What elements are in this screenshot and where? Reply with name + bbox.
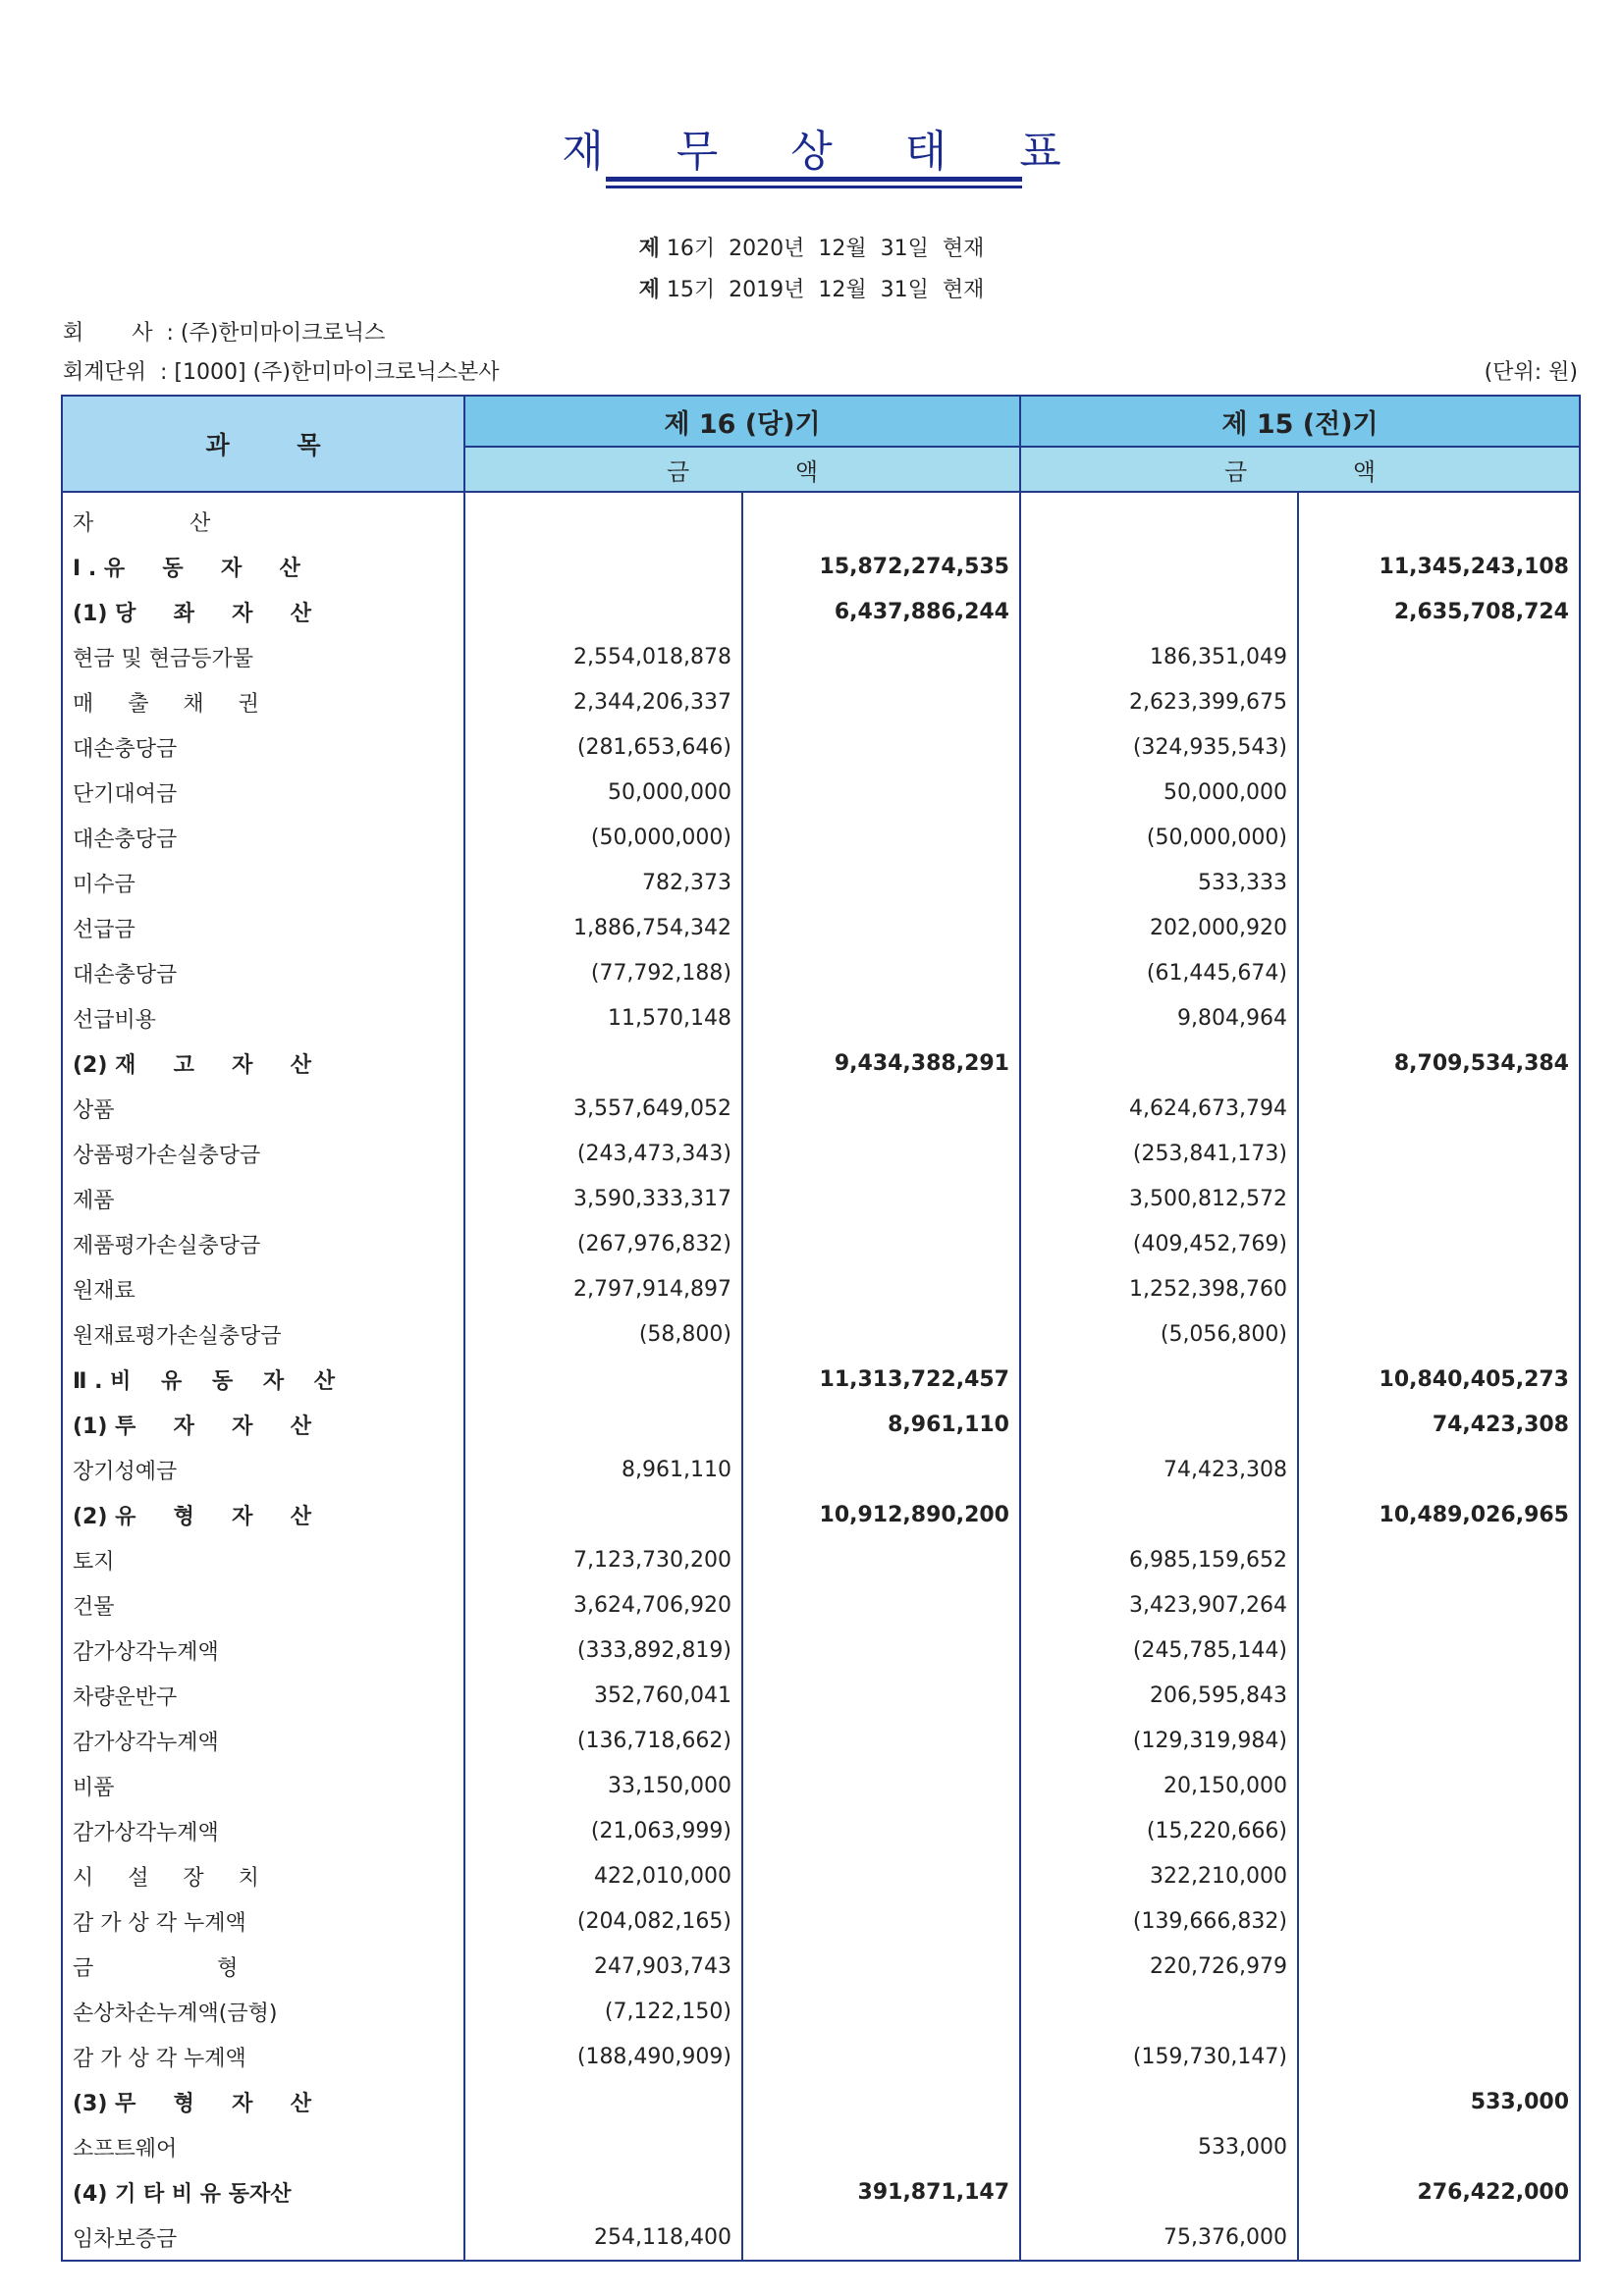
row-label: 대손충당금: [62, 815, 464, 860]
row-label: 상품: [62, 1086, 464, 1131]
table-row: [62, 1763, 1580, 1808]
prior-detail-amount: 202,000,920: [1020, 905, 1298, 950]
table-row: [62, 1808, 1580, 1853]
balance-sheet-table: [61, 395, 1581, 2262]
prior-detail-amount: (139,666,832): [1020, 1898, 1298, 1944]
row-label: 선급비용: [62, 995, 464, 1041]
prior-detail-amount: (245,785,144): [1020, 1628, 1298, 1673]
prior-detail-amount: [1020, 544, 1298, 589]
table-row: [62, 1357, 1580, 1402]
company-label: 회 사 :: [63, 321, 174, 346]
prior-total-amount: [1298, 1086, 1580, 1131]
prior-total-amount: [1298, 905, 1580, 950]
row-label: 차량운반구: [62, 1673, 464, 1718]
current-total-amount: [742, 1176, 1020, 1221]
row-label: 손상차손누계액(금형): [62, 1989, 464, 2034]
current-detail-amount: [464, 1041, 742, 1086]
table-row: [62, 860, 1580, 905]
row-label: 단기대여금: [62, 770, 464, 815]
current-total-amount: [742, 860, 1020, 905]
current-detail-amount: 3,557,649,052: [464, 1086, 742, 1131]
current-total-amount: [742, 1718, 1020, 1763]
current-detail-amount: (243,473,343): [464, 1131, 742, 1176]
row-label: 매 출 채 권: [62, 679, 464, 724]
current-total-amount: [742, 815, 1020, 860]
table-row: [62, 1582, 1580, 1628]
prior-total-amount: [1298, 1176, 1580, 1221]
current-total-amount: [742, 905, 1020, 950]
prior-detail-amount: [1020, 1041, 1298, 1086]
current-detail-amount: 254,118,400: [464, 2215, 742, 2261]
header-current-amount: 금 액: [464, 447, 1020, 492]
table-row: [62, 1221, 1580, 1266]
prior-detail-amount: (129,319,984): [1020, 1718, 1298, 1763]
prior-detail-amount: (253,841,173): [1020, 1131, 1298, 1176]
prior-total-amount: [1298, 1898, 1580, 1944]
row-label: 감 가 상 각 누계액: [62, 2034, 464, 2079]
current-total-amount: [742, 1582, 1020, 1628]
current-total-amount: [742, 1131, 1020, 1176]
table-body: [62, 492, 1580, 2261]
current-detail-amount: 8,961,110: [464, 1447, 742, 1492]
current-total-amount: [742, 2079, 1020, 2124]
row-label: Ⅰ . 유 동 자 산: [62, 544, 464, 589]
prior-total-amount: [1298, 1673, 1580, 1718]
current-total-amount: [742, 2215, 1020, 2261]
current-detail-amount: 2,554,018,878: [464, 634, 742, 679]
prior-detail-amount: 9,804,964: [1020, 995, 1298, 1041]
current-detail-amount: (21,063,999): [464, 1808, 742, 1853]
row-label: 소프트웨어: [62, 2124, 464, 2169]
prior-total-amount: [1298, 1944, 1580, 1989]
period-current-text: 16기 2020년 12월 31일 현재: [666, 237, 985, 261]
current-total-amount: [742, 679, 1020, 724]
company-line: [63, 316, 385, 347]
prior-detail-amount: [1020, 1492, 1298, 1537]
prior-total-amount: 2,635,708,724: [1298, 589, 1580, 634]
current-detail-amount: [464, 2169, 742, 2215]
prior-detail-amount: [1020, 492, 1298, 544]
header-prior-period: 제 15 (전)기: [1020, 396, 1580, 447]
current-total-amount: 391,871,147: [742, 2169, 1020, 2215]
current-total-amount: [742, 1086, 1020, 1131]
prior-total-amount: [1298, 492, 1580, 544]
prior-total-amount: [1298, 1582, 1580, 1628]
row-label: (2) 유 형 자 산: [62, 1492, 464, 1537]
prior-total-amount: [1298, 860, 1580, 905]
table-row: [62, 492, 1580, 544]
current-total-amount: [742, 1944, 1020, 1989]
prior-total-amount: [1298, 815, 1580, 860]
prior-detail-amount: 75,376,000: [1020, 2215, 1298, 2261]
row-label: 토지: [62, 1537, 464, 1582]
current-detail-amount: [464, 2124, 742, 2169]
current-total-amount: [742, 2124, 1020, 2169]
current-detail-amount: [464, 1357, 742, 1402]
prior-detail-amount: [1020, 1357, 1298, 1402]
prior-detail-amount: [1020, 1989, 1298, 2034]
prior-detail-amount: 186,351,049: [1020, 634, 1298, 679]
table-row: [62, 634, 1580, 679]
prior-detail-amount: (50,000,000): [1020, 815, 1298, 860]
prior-detail-amount: 4,624,673,794: [1020, 1086, 1298, 1131]
table-row: [62, 1944, 1580, 1989]
current-total-amount: [742, 1853, 1020, 1898]
prior-total-amount: [1298, 2034, 1580, 2079]
table-row: [62, 1086, 1580, 1131]
current-total-amount: [742, 770, 1020, 815]
current-detail-amount: [464, 2079, 742, 2124]
accounting-unit-label: 회계단위 :: [63, 360, 168, 385]
current-total-amount: [742, 1628, 1020, 1673]
table-row: [62, 1041, 1580, 1086]
current-detail-amount: [464, 544, 742, 589]
prior-total-amount: [1298, 770, 1580, 815]
current-total-amount: [742, 1673, 1020, 1718]
header-subject: 과 목: [62, 396, 464, 492]
prior-total-amount: [1298, 2215, 1580, 2261]
prior-detail-amount: 1,252,398,760: [1020, 1266, 1298, 1311]
prior-total-amount: [1298, 1447, 1580, 1492]
prior-detail-amount: 322,210,000: [1020, 1853, 1298, 1898]
row-label: 대손충당금: [62, 950, 464, 995]
prior-total-amount: [1298, 679, 1580, 724]
row-label: 선급금: [62, 905, 464, 950]
prior-total-amount: 533,000: [1298, 2079, 1580, 2124]
prior-total-amount: 10,840,405,273: [1298, 1357, 1580, 1402]
current-detail-amount: 3,624,706,920: [464, 1582, 742, 1628]
current-total-amount: [742, 995, 1020, 1041]
prior-detail-amount: 206,595,843: [1020, 1673, 1298, 1718]
current-total-amount: [742, 1311, 1020, 1357]
current-total-amount: [742, 724, 1020, 770]
table-row: [62, 2124, 1580, 2169]
table-row: [62, 724, 1580, 770]
row-label: (3) 무 형 자 산: [62, 2079, 464, 2124]
prior-total-amount: 276,422,000: [1298, 2169, 1580, 2215]
row-label: 제품: [62, 1176, 464, 1221]
row-label: 미수금: [62, 860, 464, 905]
prior-detail-amount: (5,056,800): [1020, 1311, 1298, 1357]
table-row: [62, 1402, 1580, 1447]
table-row: [62, 905, 1580, 950]
row-label: 임차보증금: [62, 2215, 464, 2261]
current-total-amount: [742, 634, 1020, 679]
current-detail-amount: 2,344,206,337: [464, 679, 742, 724]
prior-detail-amount: (15,220,666): [1020, 1808, 1298, 1853]
current-detail-amount: (50,000,000): [464, 815, 742, 860]
row-label: (4) 기 타 비 유 동자산: [62, 2169, 464, 2215]
row-label: 시 설 장 치: [62, 1853, 464, 1898]
prior-total-amount: [1298, 1808, 1580, 1853]
current-detail-amount: 7,123,730,200: [464, 1537, 742, 1582]
row-label: 감 가 상 각 누계액: [62, 1898, 464, 1944]
current-detail-amount: (136,718,662): [464, 1718, 742, 1763]
table-row: [62, 2215, 1580, 2261]
row-label: 자 산: [62, 492, 464, 544]
current-total-amount: [742, 1898, 1020, 1944]
table-row: [62, 1447, 1580, 1492]
table-row: [62, 589, 1580, 634]
row-label: 감가상각누계액: [62, 1808, 464, 1853]
prior-detail-amount: [1020, 589, 1298, 634]
current-total-amount: [742, 1537, 1020, 1582]
row-label: 대손충당금: [62, 724, 464, 770]
prior-total-amount: [1298, 1989, 1580, 2034]
current-total-amount: 6,437,886,244: [742, 589, 1020, 634]
current-detail-amount: 782,373: [464, 860, 742, 905]
prior-detail-amount: 6,985,159,652: [1020, 1537, 1298, 1582]
table-row: [62, 1853, 1580, 1898]
current-total-amount: [742, 1266, 1020, 1311]
current-detail-amount: 50,000,000: [464, 770, 742, 815]
table-row: [62, 770, 1580, 815]
table-row: [62, 950, 1580, 995]
current-total-amount: 9,434,388,291: [742, 1041, 1020, 1086]
row-label: 현금 및 현금등가물: [62, 634, 464, 679]
prior-detail-amount: 74,423,308: [1020, 1447, 1298, 1492]
table-row: [62, 1989, 1580, 2034]
current-total-amount: 11,313,722,457: [742, 1357, 1020, 1402]
current-detail-amount: (58,800): [464, 1311, 742, 1357]
current-total-amount: [742, 492, 1020, 544]
current-detail-amount: 3,590,333,317: [464, 1176, 742, 1221]
current-detail-amount: [464, 1492, 742, 1537]
prior-total-amount: [1298, 1718, 1580, 1763]
table-row: [62, 1131, 1580, 1176]
title-underline-thick: [606, 177, 1022, 182]
row-label: 제품평가손실충당금: [62, 1221, 464, 1266]
current-detail-amount: 11,570,148: [464, 995, 742, 1041]
prior-total-amount: 74,423,308: [1298, 1402, 1580, 1447]
prior-total-amount: 10,489,026,965: [1298, 1492, 1580, 1537]
table-row: [62, 1628, 1580, 1673]
current-total-amount: 15,872,274,535: [742, 544, 1020, 589]
current-detail-amount: 422,010,000: [464, 1853, 742, 1898]
prior-total-amount: [1298, 724, 1580, 770]
prior-total-amount: [1298, 1266, 1580, 1311]
prior-total-amount: [1298, 1311, 1580, 1357]
table-row: [62, 679, 1580, 724]
current-detail-amount: 2,797,914,897: [464, 1266, 742, 1311]
prior-detail-amount: 20,150,000: [1020, 1763, 1298, 1808]
table-row: [62, 1492, 1580, 1537]
current-total-amount: [742, 1808, 1020, 1853]
prior-detail-amount: (324,935,543): [1020, 724, 1298, 770]
current-total-amount: [742, 950, 1020, 995]
current-detail-amount: (7,122,150): [464, 1989, 742, 2034]
prior-total-amount: [1298, 995, 1580, 1041]
prior-total-amount: 11,345,243,108: [1298, 544, 1580, 589]
header-current-period: 제 16 (당)기: [464, 396, 1020, 447]
row-label: 비품: [62, 1763, 464, 1808]
current-total-amount: [742, 1989, 1020, 2034]
prior-total-amount: [1298, 1628, 1580, 1673]
title-underline-thin: [606, 186, 1022, 188]
accounting-unit-name: [1000] (주)한미마이크로닉스본사: [174, 360, 500, 385]
period-prior-text: 15기 2019년 12월 31일 현재: [666, 278, 985, 302]
table-row: [62, 544, 1580, 589]
period-prior-line: [0, 273, 1623, 303]
period-current-ordinal: 제: [638, 237, 660, 261]
table-row: [62, 2079, 1580, 2124]
row-label: 장기성예금: [62, 1447, 464, 1492]
prior-detail-amount: 533,333: [1020, 860, 1298, 905]
current-total-amount: [742, 1447, 1020, 1492]
table-row: [62, 1673, 1580, 1718]
prior-detail-amount: 3,500,812,572: [1020, 1176, 1298, 1221]
prior-total-amount: [1298, 634, 1580, 679]
table-row: [62, 1266, 1580, 1311]
row-label: 금 형: [62, 1944, 464, 1989]
current-total-amount: 10,912,890,200: [742, 1492, 1020, 1537]
table-row: [62, 1537, 1580, 1582]
table-row: [62, 1311, 1580, 1357]
period-current-line: [0, 232, 1623, 262]
table-row: [62, 1176, 1580, 1221]
prior-detail-amount: 50,000,000: [1020, 770, 1298, 815]
current-detail-amount: (281,653,646): [464, 724, 742, 770]
current-total-amount: [742, 1221, 1020, 1266]
row-label: 상품평가손실충당금: [62, 1131, 464, 1176]
period-prior-ordinal: 제: [638, 278, 660, 302]
row-label: 원재료평가손실충당금: [62, 1311, 464, 1357]
prior-detail-amount: [1020, 1402, 1298, 1447]
table-row: [62, 2034, 1580, 2079]
document-title: 재 무 상 태 표: [562, 127, 1091, 177]
row-label: (1) 투 자 자 산: [62, 1402, 464, 1447]
current-total-amount: [742, 2034, 1020, 2079]
row-label: 감가상각누계액: [62, 1718, 464, 1763]
company-name: (주)한미마이크로닉스: [180, 321, 386, 346]
prior-total-amount: [1298, 2124, 1580, 2169]
current-detail-amount: (204,082,165): [464, 1898, 742, 1944]
row-label: Ⅱ . 비 유 동 자 산: [62, 1357, 464, 1402]
current-detail-amount: (267,976,832): [464, 1221, 742, 1266]
table-row: [62, 995, 1580, 1041]
header-prior-amount: 금 액: [1020, 447, 1580, 492]
row-label: (2) 재 고 자 산: [62, 1041, 464, 1086]
accounting-unit-line: [63, 355, 500, 386]
prior-detail-amount: 533,000: [1020, 2124, 1298, 2169]
row-label: (1) 당 좌 자 산: [62, 589, 464, 634]
current-detail-amount: (77,792,188): [464, 950, 742, 995]
prior-total-amount: [1298, 950, 1580, 995]
prior-detail-amount: [1020, 2079, 1298, 2124]
row-label: 건물: [62, 1582, 464, 1628]
current-detail-amount: 247,903,743: [464, 1944, 742, 1989]
prior-total-amount: 8,709,534,384: [1298, 1041, 1580, 1086]
prior-detail-amount: (159,730,147): [1020, 2034, 1298, 2079]
current-detail-amount: [464, 589, 742, 634]
prior-total-amount: [1298, 1853, 1580, 1898]
row-label: 감가상각누계액: [62, 1628, 464, 1673]
table-row: [62, 815, 1580, 860]
prior-detail-amount: 2,623,399,675: [1020, 679, 1298, 724]
current-detail-amount: [464, 1402, 742, 1447]
prior-total-amount: [1298, 1763, 1580, 1808]
current-detail-amount: 33,150,000: [464, 1763, 742, 1808]
current-total-amount: [742, 1763, 1020, 1808]
prior-total-amount: [1298, 1131, 1580, 1176]
prior-detail-amount: (61,445,674): [1020, 950, 1298, 995]
prior-total-amount: [1298, 1537, 1580, 1582]
current-detail-amount: (188,490,909): [464, 2034, 742, 2079]
table-row: [62, 2169, 1580, 2215]
prior-total-amount: [1298, 1221, 1580, 1266]
prior-detail-amount: 3,423,907,264: [1020, 1582, 1298, 1628]
current-detail-amount: (333,892,819): [464, 1628, 742, 1673]
row-label: 원재료: [62, 1266, 464, 1311]
prior-detail-amount: (409,452,769): [1020, 1221, 1298, 1266]
prior-detail-amount: [1020, 2169, 1298, 2215]
table-row: [62, 1898, 1580, 1944]
current-detail-amount: 1,886,754,342: [464, 905, 742, 950]
current-detail-amount: [464, 492, 742, 544]
current-total-amount: 8,961,110: [742, 1402, 1020, 1447]
current-detail-amount: 352,760,041: [464, 1673, 742, 1718]
currency-unit: (단위: 원): [1484, 360, 1578, 385]
prior-detail-amount: 220,726,979: [1020, 1944, 1298, 1989]
table-row: [62, 1718, 1580, 1763]
